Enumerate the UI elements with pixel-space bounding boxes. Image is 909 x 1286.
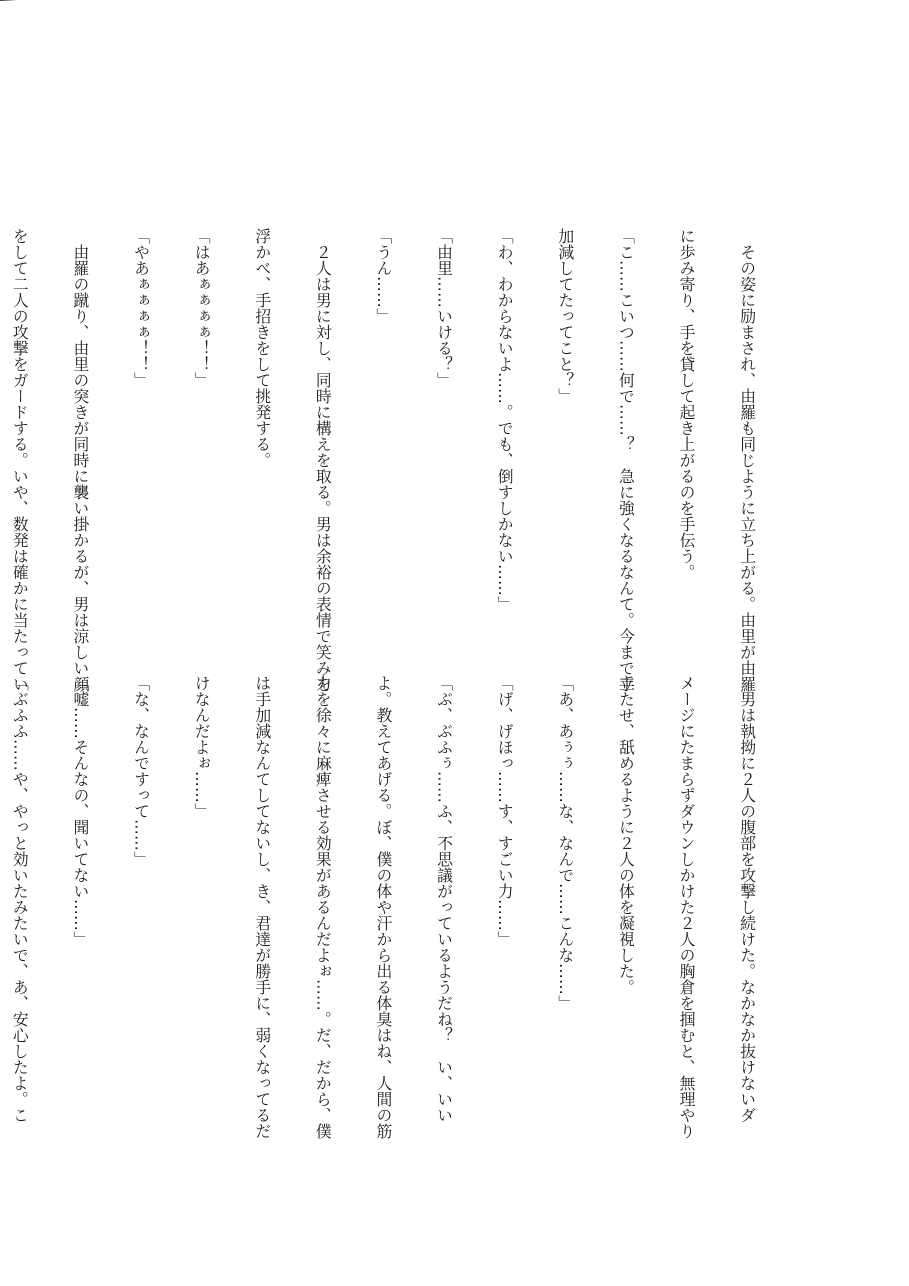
text-line: をして二人の攻撃をガードする。いや、数発は確かに当たってい	[10, 228, 30, 692]
text-line: 「わ、わからないよ……。でも、倒すしかない……」	[495, 228, 515, 612]
text-line: 「はあぁぁぁぁ！！」	[192, 228, 212, 388]
text-line: 「由里……いける？」	[434, 228, 454, 388]
text-line: 男は執拗に２人の腹部を攻撃し続けた。なかなか抜けないダ	[737, 675, 757, 1123]
text-line: 立たせ、舐めるように２人の体を凝視した。	[616, 675, 636, 995]
text-line: 「ぶふふ……や、やっと効いたみたいで、あ、安心したよ。こ	[10, 675, 30, 1123]
page-edge-line	[0, 0, 414, 1]
text-line: 「げ、げほっ……す、すごい力……」	[495, 675, 515, 947]
text-line: 「こ……こいつ……何で……？ 急に強くなるなんて。今まで手	[616, 228, 636, 692]
text-line: 「あ、あぅぅ……な、なんで……こんな……」	[555, 675, 575, 1011]
text-block-upper	[10, 228, 797, 692]
text-line: 浮かべ、手招きをして挑発する。	[252, 228, 272, 468]
text-line: 「ぶ、ぶふぅ……ふ、不思議がっているようだね？ い、いい	[434, 675, 454, 1123]
text-line: 「うん……」	[373, 228, 393, 324]
text-block-lower	[10, 675, 797, 1139]
text-line: は手加減なんてしてないし、き、君達が勝手に、弱くなってるだ	[252, 675, 272, 1139]
text-line: 「な、なんですって……」	[131, 675, 151, 867]
text-line: に歩み寄り、手を貸して起き上がるのを手伝う。	[676, 228, 696, 580]
text-line: よ。教えてあげる。ぼ、僕の体や汗から出る体臭はね、人間の筋	[373, 675, 393, 1139]
text-line: その姿に励まされ、由羅も同じように立ち上がる。由里が由羅	[737, 228, 757, 692]
text-line: 「嘘……そんなの、聞いてない……」	[70, 675, 90, 947]
text-line: ２人は男に対し、同時に構えを取る。男は余裕の表情で笑みを	[313, 228, 333, 692]
text-line: 力を徐々に麻痺させる効果があるんだよぉ……。だ、だから、僕	[313, 675, 333, 1139]
text-line: 加減してたってこと？」	[555, 228, 575, 404]
text-line: 「やあぁぁぁぁ！！」	[131, 228, 151, 388]
text-line: けなんだよぉ……」	[192, 675, 212, 819]
text-line: 由羅の蹴り、由里の突きが同時に襲い掛かるが、男は涼しい顔	[70, 228, 90, 692]
text-line: メージにたまらずダウンしかけた２人の胸倉を掴むと、無理やり	[676, 675, 696, 1139]
